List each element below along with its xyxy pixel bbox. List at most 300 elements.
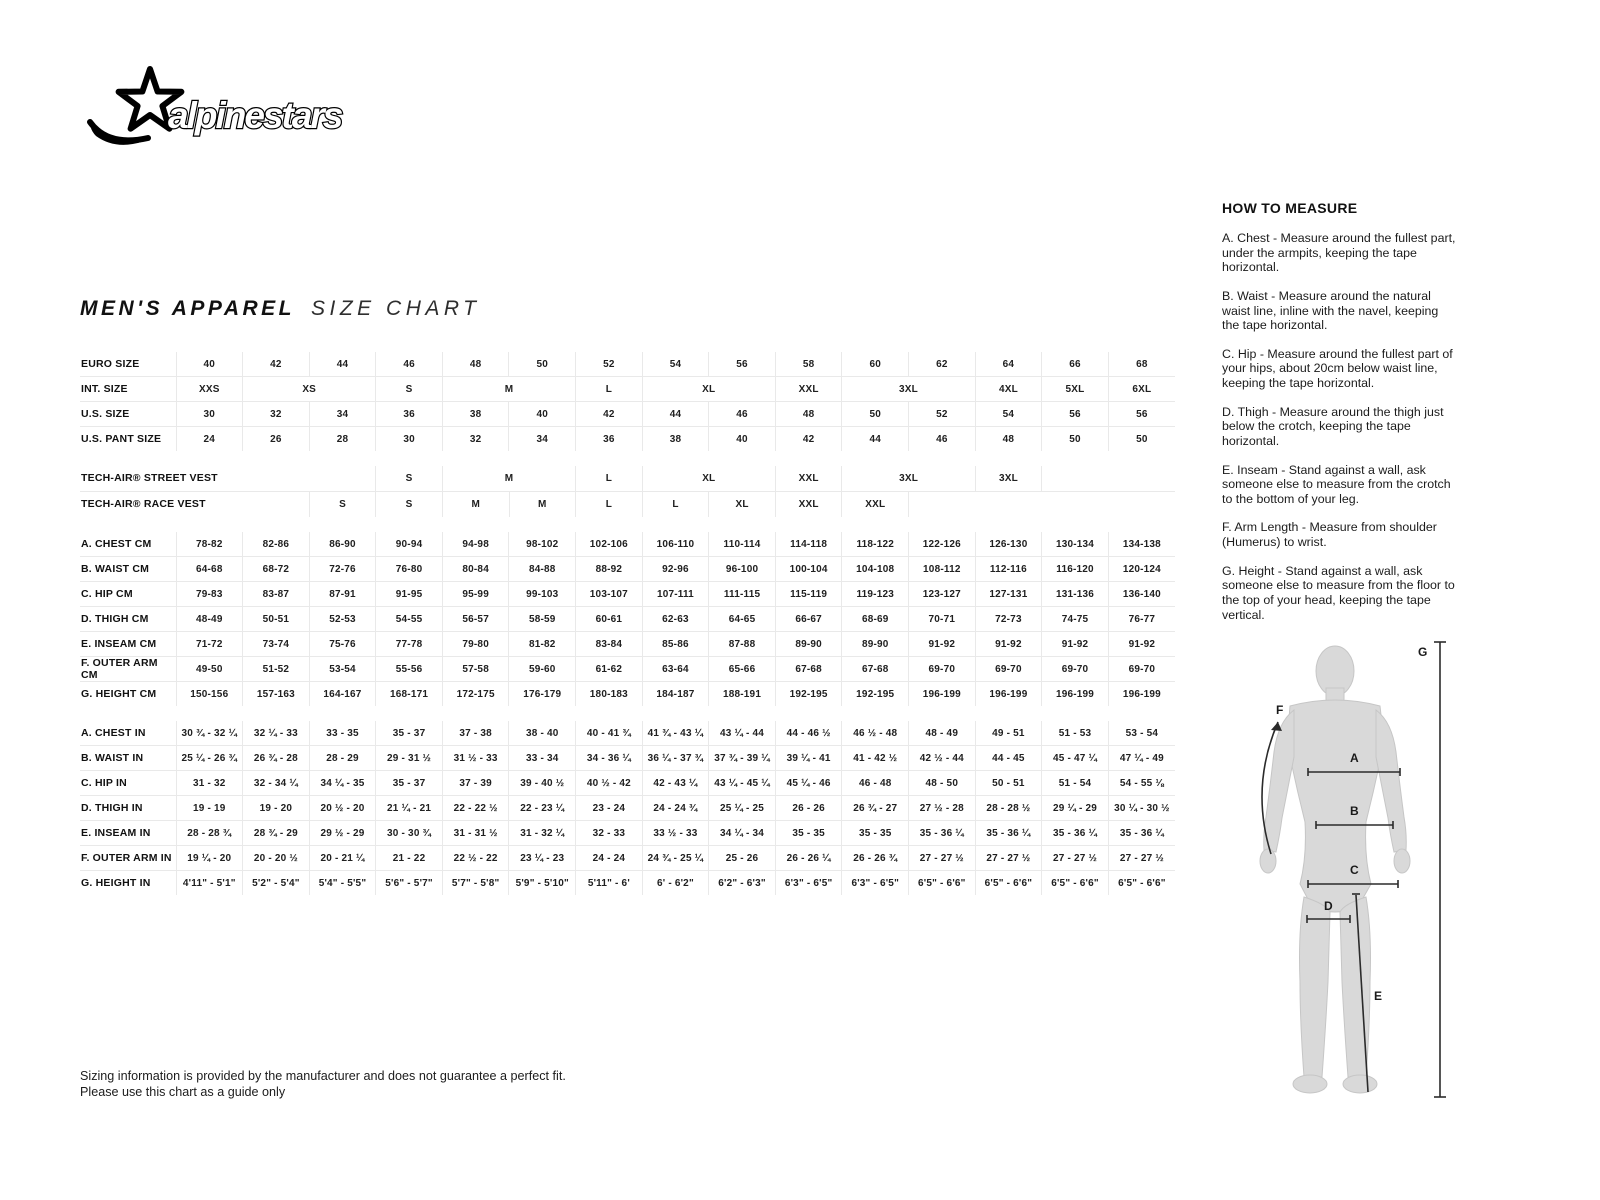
- cell: XXL: [775, 377, 842, 402]
- cell: 100-104: [775, 557, 842, 582]
- table-section-tech: [80, 466, 1175, 517]
- cell: 130-134: [1042, 532, 1109, 557]
- row-label: G. HEIGHT IN: [80, 871, 176, 896]
- cell: 44: [309, 352, 376, 377]
- cell: 196-199: [1042, 682, 1109, 707]
- cell: XXL: [775, 466, 842, 492]
- cell: 28 - 29: [309, 746, 376, 771]
- cell: 91-92: [975, 632, 1042, 657]
- disclaimer: [80, 1068, 566, 1101]
- cell: 34: [309, 402, 376, 427]
- cell: 20 - 20 ½: [243, 846, 310, 871]
- cell: 176-179: [509, 682, 576, 707]
- cell: 71-72: [176, 632, 243, 657]
- cell: 45 ¼ - 46: [775, 771, 842, 796]
- cell: 127-131: [975, 582, 1042, 607]
- row-label: U.S. SIZE: [80, 402, 176, 427]
- cell: 99-103: [509, 582, 576, 607]
- disclaimer-line-2: Please use this chart as a guide only: [80, 1085, 286, 1100]
- table-section-sizes: [80, 352, 1175, 451]
- cell: 73-74: [243, 632, 310, 657]
- cell: M: [442, 492, 509, 518]
- table-row: [80, 466, 1175, 492]
- cell: 32 - 33: [576, 821, 643, 846]
- cell: 76-80: [376, 557, 443, 582]
- cell: 157-163: [243, 682, 310, 707]
- cell: 61-62: [576, 657, 643, 682]
- cell: 79-80: [442, 632, 509, 657]
- table-row: [80, 632, 1175, 657]
- cell: 19 ¼ - 20: [176, 846, 243, 871]
- cell: 36 ¼ - 37 ¾: [642, 746, 709, 771]
- cell: 69-70: [975, 657, 1042, 682]
- cell: 89-90: [842, 632, 909, 657]
- cell: 21 - 22: [376, 846, 443, 871]
- cell: 23 ¼ - 23: [509, 846, 576, 871]
- row-label: E. INSEAM CM: [80, 632, 176, 657]
- cell: 58: [775, 352, 842, 377]
- cell: 196-199: [909, 682, 976, 707]
- cell: S: [376, 377, 443, 402]
- cell: 44: [642, 402, 709, 427]
- cell: 123-127: [909, 582, 976, 607]
- cell: 5'6" - 5'7": [376, 871, 443, 896]
- measurement-figure: [1238, 622, 1478, 1102]
- cell: 35 - 36 ¼: [975, 821, 1042, 846]
- cell: 33 - 35: [309, 721, 376, 746]
- cell: 80-84: [442, 557, 509, 582]
- cell: 78-82: [176, 532, 243, 557]
- cell: 52: [576, 352, 643, 377]
- cell: 118-122: [842, 532, 909, 557]
- cell: 91-92: [909, 632, 976, 657]
- cell: 24: [176, 427, 243, 452]
- cell: 59-60: [509, 657, 576, 682]
- cell: 6'3" - 6'5": [775, 871, 842, 896]
- cell: 46: [709, 402, 776, 427]
- cell: 54-55: [376, 607, 443, 632]
- cell: 44: [842, 427, 909, 452]
- cell: 54: [975, 402, 1042, 427]
- cell: 50: [1042, 427, 1109, 452]
- cell: 36: [576, 427, 643, 452]
- cell: 37 - 38: [442, 721, 509, 746]
- cell: 6'3" - 6'5": [842, 871, 909, 896]
- cell: 30 ¾ - 32 ¼: [176, 721, 243, 746]
- measure-instruction: F. Arm Length - Measure from shoulder (Humerus) to wrist.: [1222, 520, 1437, 549]
- cell: 67-68: [775, 657, 842, 682]
- cell: 33 - 34: [509, 746, 576, 771]
- cell: 69-70: [909, 657, 976, 682]
- measure-instruction: B. Waist - Measure around the natural waist line, inline with the navel, keeping the tape horizontal.: [1222, 288, 1439, 333]
- cell: 96-100: [709, 557, 776, 582]
- cell: 3XL: [975, 466, 1042, 492]
- measure-instruction: C. Hip - Measure around the fullest part of your hips, about 20cm below waist line, keeping the tape horizontal.: [1222, 346, 1453, 390]
- cell: 40: [509, 402, 576, 427]
- cell: 5XL: [1042, 377, 1109, 402]
- table-row: [80, 771, 1175, 796]
- cell: 56-57: [442, 607, 509, 632]
- cell: 50 - 51: [975, 771, 1042, 796]
- cell: 60-61: [576, 607, 643, 632]
- cell: 26 - 26: [775, 796, 842, 821]
- cell: 32: [243, 402, 310, 427]
- cell: 70-71: [909, 607, 976, 632]
- cell: 75-76: [309, 632, 376, 657]
- cell: L: [576, 492, 643, 518]
- cell: 110-114: [709, 532, 776, 557]
- cell: 64: [975, 352, 1042, 377]
- table-section-cm: [80, 532, 1175, 706]
- cell: 25 ¼ - 26 ¾: [176, 746, 243, 771]
- cell: 41 ¾ - 43 ¼: [642, 721, 709, 746]
- cell: 6'2" - 6'3": [709, 871, 776, 896]
- cell: 35 - 37: [376, 771, 443, 796]
- cell: 40: [176, 352, 243, 377]
- cell: 48: [775, 402, 842, 427]
- cell: XXL: [842, 492, 909, 518]
- table-row: [80, 746, 1175, 771]
- cell: 42: [243, 352, 310, 377]
- row-label: C. HIP IN: [80, 771, 176, 796]
- cell: 26 ¾ - 27: [842, 796, 909, 821]
- disclaimer-line-1: Sizing information is provided by the manufacturer and does not guarantee a perfect fit.: [80, 1069, 566, 1083]
- cell: 116-120: [1042, 557, 1109, 582]
- label-inseam: E: [1374, 989, 1383, 1003]
- cell: 107-111: [642, 582, 709, 607]
- cell: 164-167: [309, 682, 376, 707]
- cell: 51 - 53: [1042, 721, 1109, 746]
- cell: 184-187: [642, 682, 709, 707]
- cell: 35 - 36 ¼: [1108, 821, 1175, 846]
- cell: 22 - 23 ¼: [509, 796, 576, 821]
- cell: 45 - 47 ¼: [1042, 746, 1109, 771]
- cell: S: [309, 492, 376, 518]
- row-label: TECH-AIR® RACE VEST: [80, 492, 176, 518]
- cell: 64-68: [176, 557, 243, 582]
- cell: 87-88: [709, 632, 776, 657]
- measure-instruction: G. Height - Stand against a wall, ask someone else to measure from the floor to the top of your head, keeping the tape vertical.: [1222, 563, 1455, 622]
- row-label: TECH-AIR® STREET VEST: [80, 466, 176, 492]
- alpinestars-logo: [78, 62, 358, 154]
- cell: 196-199: [1108, 682, 1175, 707]
- row-label: E. INSEAM IN: [80, 821, 176, 846]
- cell: 29 - 31 ½: [376, 746, 443, 771]
- cell: 35 - 35: [775, 821, 842, 846]
- label-chest: A: [1350, 751, 1359, 765]
- cell: 28 - 28 ¾: [176, 821, 243, 846]
- cell: 29 ½ - 29: [309, 821, 376, 846]
- cell: 108-112: [909, 557, 976, 582]
- row-label: INT. SIZE: [80, 377, 176, 402]
- cell: 87-91: [309, 582, 376, 607]
- cell: 24 ¾ - 25 ¼: [642, 846, 709, 871]
- cell: 77-78: [376, 632, 443, 657]
- table-row: [80, 352, 1175, 377]
- row-label: D. THIGH IN: [80, 796, 176, 821]
- cell: 136-140: [1108, 582, 1175, 607]
- cell: 27 - 27 ½: [909, 846, 976, 871]
- table-row: [80, 402, 1175, 427]
- cell: 49 - 51: [975, 721, 1042, 746]
- cell: 26 ¾ - 28: [243, 746, 310, 771]
- cell: 22 ½ - 22: [442, 846, 509, 871]
- cell: 103-107: [576, 582, 643, 607]
- row-label: U.S. PANT SIZE: [80, 427, 176, 452]
- cell: M: [442, 466, 575, 492]
- cell: 31 - 31 ½: [442, 821, 509, 846]
- cell: 46 ½ - 48: [842, 721, 909, 746]
- cell: 5'9" - 5'10": [509, 871, 576, 896]
- cell: 172-175: [442, 682, 509, 707]
- table-row: [80, 377, 1175, 402]
- cell: 57-58: [442, 657, 509, 682]
- cell: 122-126: [909, 532, 976, 557]
- cell: 42 - 43 ¼: [642, 771, 709, 796]
- cell: 43 ¼ - 44: [709, 721, 776, 746]
- cell: 25 - 26: [709, 846, 776, 871]
- cell: 34 - 36 ¼: [576, 746, 643, 771]
- cell: 31 - 32: [176, 771, 243, 796]
- cell: 19 - 19: [176, 796, 243, 821]
- table-row: [80, 607, 1175, 632]
- cell: 28: [309, 427, 376, 452]
- cell: 81-82: [509, 632, 576, 657]
- cell: 62-63: [642, 607, 709, 632]
- cell: 86-90: [309, 532, 376, 557]
- row-label: D. THIGH CM: [80, 607, 176, 632]
- cell: 56: [709, 352, 776, 377]
- cell: 28 - 28 ½: [975, 796, 1042, 821]
- cell: 53 - 54: [1108, 721, 1175, 746]
- cell: 91-95: [376, 582, 443, 607]
- cell: M: [509, 492, 576, 518]
- cell: 98-102: [509, 532, 576, 557]
- how-to-measure-list: [1222, 231, 1458, 622]
- cell: 65-66: [709, 657, 776, 682]
- cell: 111-115: [709, 582, 776, 607]
- cell: 32 ¼ - 33: [243, 721, 310, 746]
- cell: 27 - 27 ½: [1042, 846, 1109, 871]
- cell: 91-92: [1108, 632, 1175, 657]
- row-label: EURO SIZE: [80, 352, 176, 377]
- cell: 27 ½ - 28: [909, 796, 976, 821]
- cell: L: [642, 492, 709, 518]
- cell: 83-87: [243, 582, 310, 607]
- cell: 50: [509, 352, 576, 377]
- label-arm-length: F: [1276, 703, 1284, 717]
- cell: 104-108: [842, 557, 909, 582]
- cell: 94-98: [442, 532, 509, 557]
- cell: 42 ½ - 44: [909, 746, 976, 771]
- cell: 44 - 46 ½: [775, 721, 842, 746]
- cell: 35 - 35: [842, 821, 909, 846]
- page-title-sub: SIZE CHART: [311, 297, 481, 320]
- cell: 69-70: [1042, 657, 1109, 682]
- cell: XL: [709, 492, 776, 518]
- cell: 68-72: [243, 557, 310, 582]
- row-label: G. HEIGHT CM: [80, 682, 176, 707]
- cell: 38 - 40: [509, 721, 576, 746]
- cell: 91-92: [1042, 632, 1109, 657]
- table-row: [80, 427, 1175, 452]
- cell: 58-59: [509, 607, 576, 632]
- cell: 51-52: [243, 657, 310, 682]
- cell: 63-64: [642, 657, 709, 682]
- cell: M: [442, 377, 575, 402]
- cell: 25 ¼ - 25: [709, 796, 776, 821]
- cell: 112-116: [975, 557, 1042, 582]
- how-to-measure-title: HOW TO MEASURE: [1222, 200, 1358, 216]
- cell: 48-49: [176, 607, 243, 632]
- cell: 34 ¼ - 34: [709, 821, 776, 846]
- cell: 106-110: [642, 532, 709, 557]
- row-label: A. CHEST IN: [80, 721, 176, 746]
- cell: 20 ½ - 20: [309, 796, 376, 821]
- cell: XL: [642, 466, 775, 492]
- cell: 168-171: [376, 682, 443, 707]
- page-title-main: MEN'S APPAREL: [80, 297, 296, 320]
- cell: 24 - 24: [576, 846, 643, 871]
- cell: 54: [642, 352, 709, 377]
- cell: 4XL: [975, 377, 1042, 402]
- cell: 24 - 24 ¾: [642, 796, 709, 821]
- table-row: [80, 821, 1175, 846]
- cell: 51 - 54: [1042, 771, 1109, 796]
- cell: 88-92: [576, 557, 643, 582]
- cell: 26 - 26 ¼: [775, 846, 842, 871]
- cell: 48: [442, 352, 509, 377]
- cell: 50: [842, 402, 909, 427]
- cell: 54 - 55 ⅛: [1108, 771, 1175, 796]
- cell: 192-195: [775, 682, 842, 707]
- cell: 32 - 34 ¼: [243, 771, 310, 796]
- cell: 180-183: [576, 682, 643, 707]
- cell: 34 ¼ - 35: [309, 771, 376, 796]
- cell: 92-96: [642, 557, 709, 582]
- table-row: [80, 532, 1175, 557]
- table-row: [80, 871, 1175, 896]
- cell: 35 - 36 ¼: [909, 821, 976, 846]
- cell: 56: [1042, 402, 1109, 427]
- cell: 134-138: [1108, 532, 1175, 557]
- cell: 5'4" - 5'5": [309, 871, 376, 896]
- cell: XXS: [176, 377, 243, 402]
- cell: 30 ¼ - 30 ½: [1108, 796, 1175, 821]
- cell: 21 ¼ - 21: [376, 796, 443, 821]
- cell: 42: [775, 427, 842, 452]
- cell: 29 ¼ - 29: [1042, 796, 1109, 821]
- cell: 114-118: [775, 532, 842, 557]
- cell: 66-67: [775, 607, 842, 632]
- cell: 79-83: [176, 582, 243, 607]
- cell: 6'5" - 6'6": [1108, 871, 1175, 896]
- table-row: [80, 796, 1175, 821]
- cell: 26: [243, 427, 310, 452]
- table-row: [80, 557, 1175, 582]
- cell: 6'5" - 6'6": [1042, 871, 1109, 896]
- cell: 67-68: [842, 657, 909, 682]
- cell: 120-124: [1108, 557, 1175, 582]
- cell: 22 - 22 ½: [442, 796, 509, 821]
- measure-instruction: D. Thigh - Measure around the thigh just below the crotch, keeping the tape horizontal.: [1222, 404, 1444, 448]
- cell: 83-84: [576, 632, 643, 657]
- cell: 60: [842, 352, 909, 377]
- cell: 19 - 20: [243, 796, 310, 821]
- cell: 64-65: [709, 607, 776, 632]
- table-row: [80, 846, 1175, 871]
- cell: 40: [709, 427, 776, 452]
- cell: 36: [376, 402, 443, 427]
- cell: 41 - 42 ½: [842, 746, 909, 771]
- label-height: G: [1418, 645, 1428, 659]
- cell: 5'7" - 5'8": [442, 871, 509, 896]
- cell: 28 ¾ - 29: [243, 821, 310, 846]
- measure-instruction: A. Chest - Measure around the fullest part, under the armpits, keeping the tape horizontal.: [1222, 231, 1456, 275]
- cell: 6'5" - 6'6": [975, 871, 1042, 896]
- cell: 6'5" - 6'6": [909, 871, 976, 896]
- table-row: [80, 657, 1175, 682]
- cell: 3XL: [842, 466, 975, 492]
- cell: 72-73: [975, 607, 1042, 632]
- cell: 42: [576, 402, 643, 427]
- cell: 55-56: [376, 657, 443, 682]
- cell: 76-77: [1108, 607, 1175, 632]
- cell: 5'2" - 5'4": [243, 871, 310, 896]
- cell: 56: [1108, 402, 1175, 427]
- page-title: [80, 297, 480, 321]
- cell: 89-90: [775, 632, 842, 657]
- cell: 38: [642, 427, 709, 452]
- cell: 27 - 27 ½: [1108, 846, 1175, 871]
- cell: 52-53: [309, 607, 376, 632]
- cell: 66: [1042, 352, 1109, 377]
- cell: 43 ¼ - 45 ¼: [709, 771, 776, 796]
- cell: 5'11" - 6': [576, 871, 643, 896]
- cell: 84-88: [509, 557, 576, 582]
- cell: [1042, 466, 1175, 492]
- cell: 74-75: [1042, 607, 1109, 632]
- cell: 34: [509, 427, 576, 452]
- cell: 126-130: [975, 532, 1042, 557]
- label-thigh: D: [1324, 899, 1333, 913]
- cell: 47 ¼ - 49: [1108, 746, 1175, 771]
- table-row: [80, 492, 1175, 518]
- cell: 33 ½ - 33: [642, 821, 709, 846]
- cell: 23 - 24: [576, 796, 643, 821]
- cell: 46: [909, 427, 976, 452]
- table-row: [80, 682, 1175, 707]
- cell: 82-86: [243, 532, 310, 557]
- cell: XL: [642, 377, 775, 402]
- cell: 115-119: [775, 582, 842, 607]
- alpinestars-wordmark: alpinestars: [168, 95, 342, 136]
- cell: 35 - 36 ¼: [1042, 821, 1109, 846]
- cell: 20 - 21 ¼: [309, 846, 376, 871]
- cell: 30: [176, 402, 243, 427]
- cell: 44 - 45: [975, 746, 1042, 771]
- cell: 196-199: [975, 682, 1042, 707]
- cell: 95-99: [442, 582, 509, 607]
- cell: 102-106: [576, 532, 643, 557]
- label-hip: C: [1350, 863, 1359, 877]
- row-label: C. HIP CM: [80, 582, 176, 607]
- cell: 39 ¼ - 41: [775, 746, 842, 771]
- row-label: B. WAIST CM: [80, 557, 176, 582]
- cell: 90-94: [376, 532, 443, 557]
- cell: 26 - 26 ¾: [842, 846, 909, 871]
- label-waist: B: [1350, 804, 1359, 818]
